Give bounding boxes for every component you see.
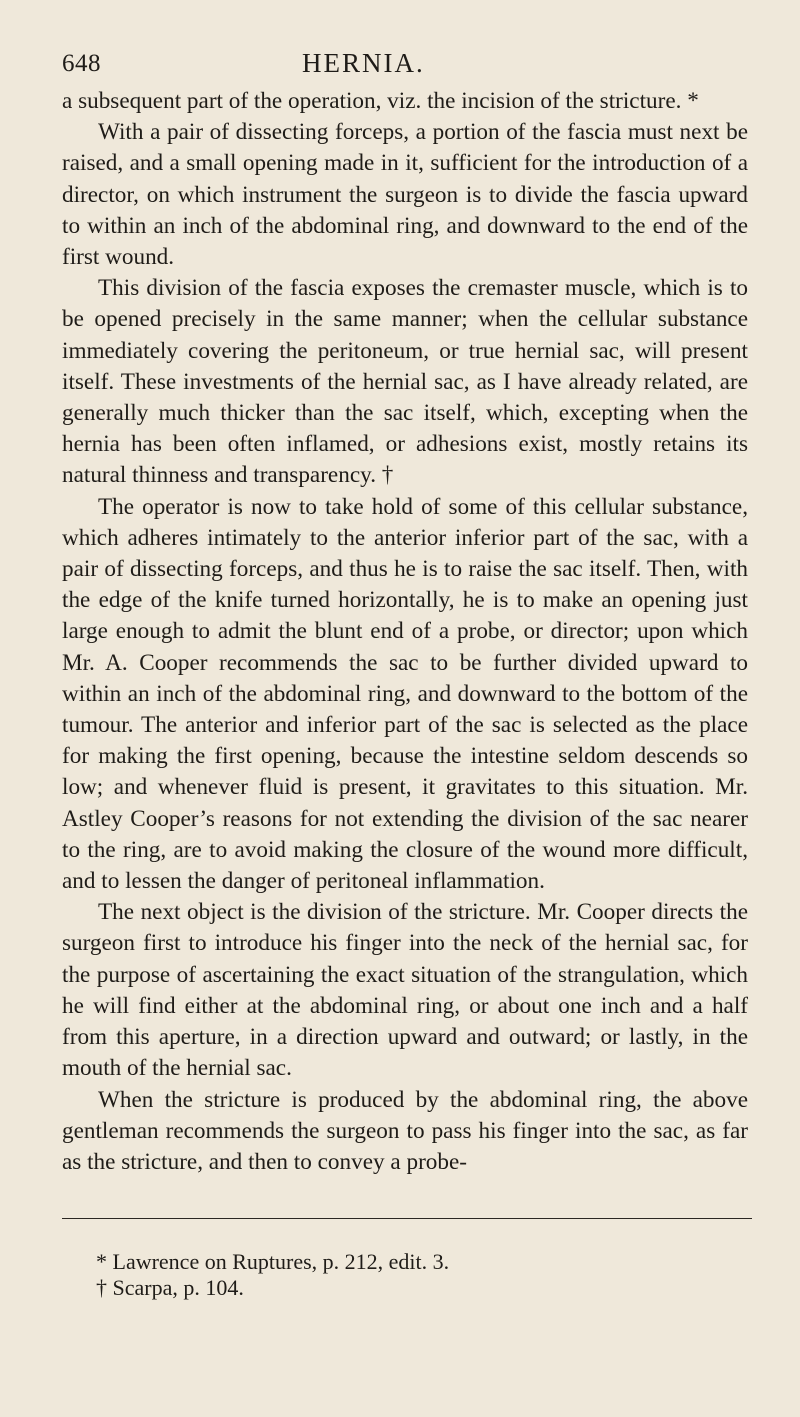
footnotes	[62, 1249, 748, 1301]
footnote: † Scarpa, p. 104.	[96, 1275, 244, 1301]
paragraph: The next object is the division of the stricture. Mr. Cooper directs the surgeon first to introduce his finger into the neck of the hernial sac, for the purpose of ascertaining the exact situation of the strangulation, which he will find either at the abdominal ring, or about one inch and a half from this aperture, in a direction upward and outward; or lastly, in the mouth of the hernial sac.	[62, 899, 748, 1082]
page-header	[62, 40, 748, 86]
page-number: 648	[62, 50, 101, 77]
running-head: HERNIA.	[302, 48, 425, 78]
footnote-divider	[62, 1218, 752, 1219]
paragraph: With a pair of dissecting forceps, a portion of the fascia must next be raised, and a small opening made in it, sufficient for the introduction of a director, on which instrument the surgeon is to divide the fascia upward to within an inch of the abdominal ring, and downward to the end of the first wound.	[62, 119, 748, 271]
paragraph: a subsequent part of the operation, viz. the incision of the stricture. *	[62, 88, 699, 114]
body-text	[62, 86, 748, 1178]
paragraph: This division of the fascia exposes the cremaster muscle, which is to be opened precisely in the same manner; when the cellular substance immediately covering the peritoneum, or true hernial sac, will present itself. These investments of the hernial sac, as I have already related, are generally much thicker than the sac itself, which, excepting when the hernia has been often inflamed, or adhesions exist, mostly retains its natural thinness and transparency. †	[62, 275, 748, 489]
paragraph: When the stricture is produced by the abdominal ring, the above gentleman recommends the surgeon to pass his finger into the sac, as far as the stricture, and then to convey a probe-	[62, 1086, 748, 1175]
paragraph: The operator is now to take hold of some of this cellular substance, which adheres intimately to the anterior inferior part of the sac, with a pair of dissecting forceps, and thus he is to raise the sac itself. Then, with the edge of the knife turned horizontally, he is to make an opening just large enough to admit the blunt end of a probe, or director; upon which Mr. A. Cooper recommends the sac to be further divided upward to within an inch of the abdominal ring, and downward to the bottom of the tumour. The anterior and inferior part of the sac is selected as the place for making the first opening, because the intestine seldom descends so low; and whenever fluid is present, it gravitates to this situation. Mr. Astley Cooper’s reasons for not extending the division of the sac nearer to the ring, are to avoid making the closure of the wound more difficult, and to lessen the danger of peritoneal inflammation.	[62, 493, 748, 895]
footnote: * Lawrence on Ruptures, p. 212, edit. 3.	[96, 1249, 450, 1275]
